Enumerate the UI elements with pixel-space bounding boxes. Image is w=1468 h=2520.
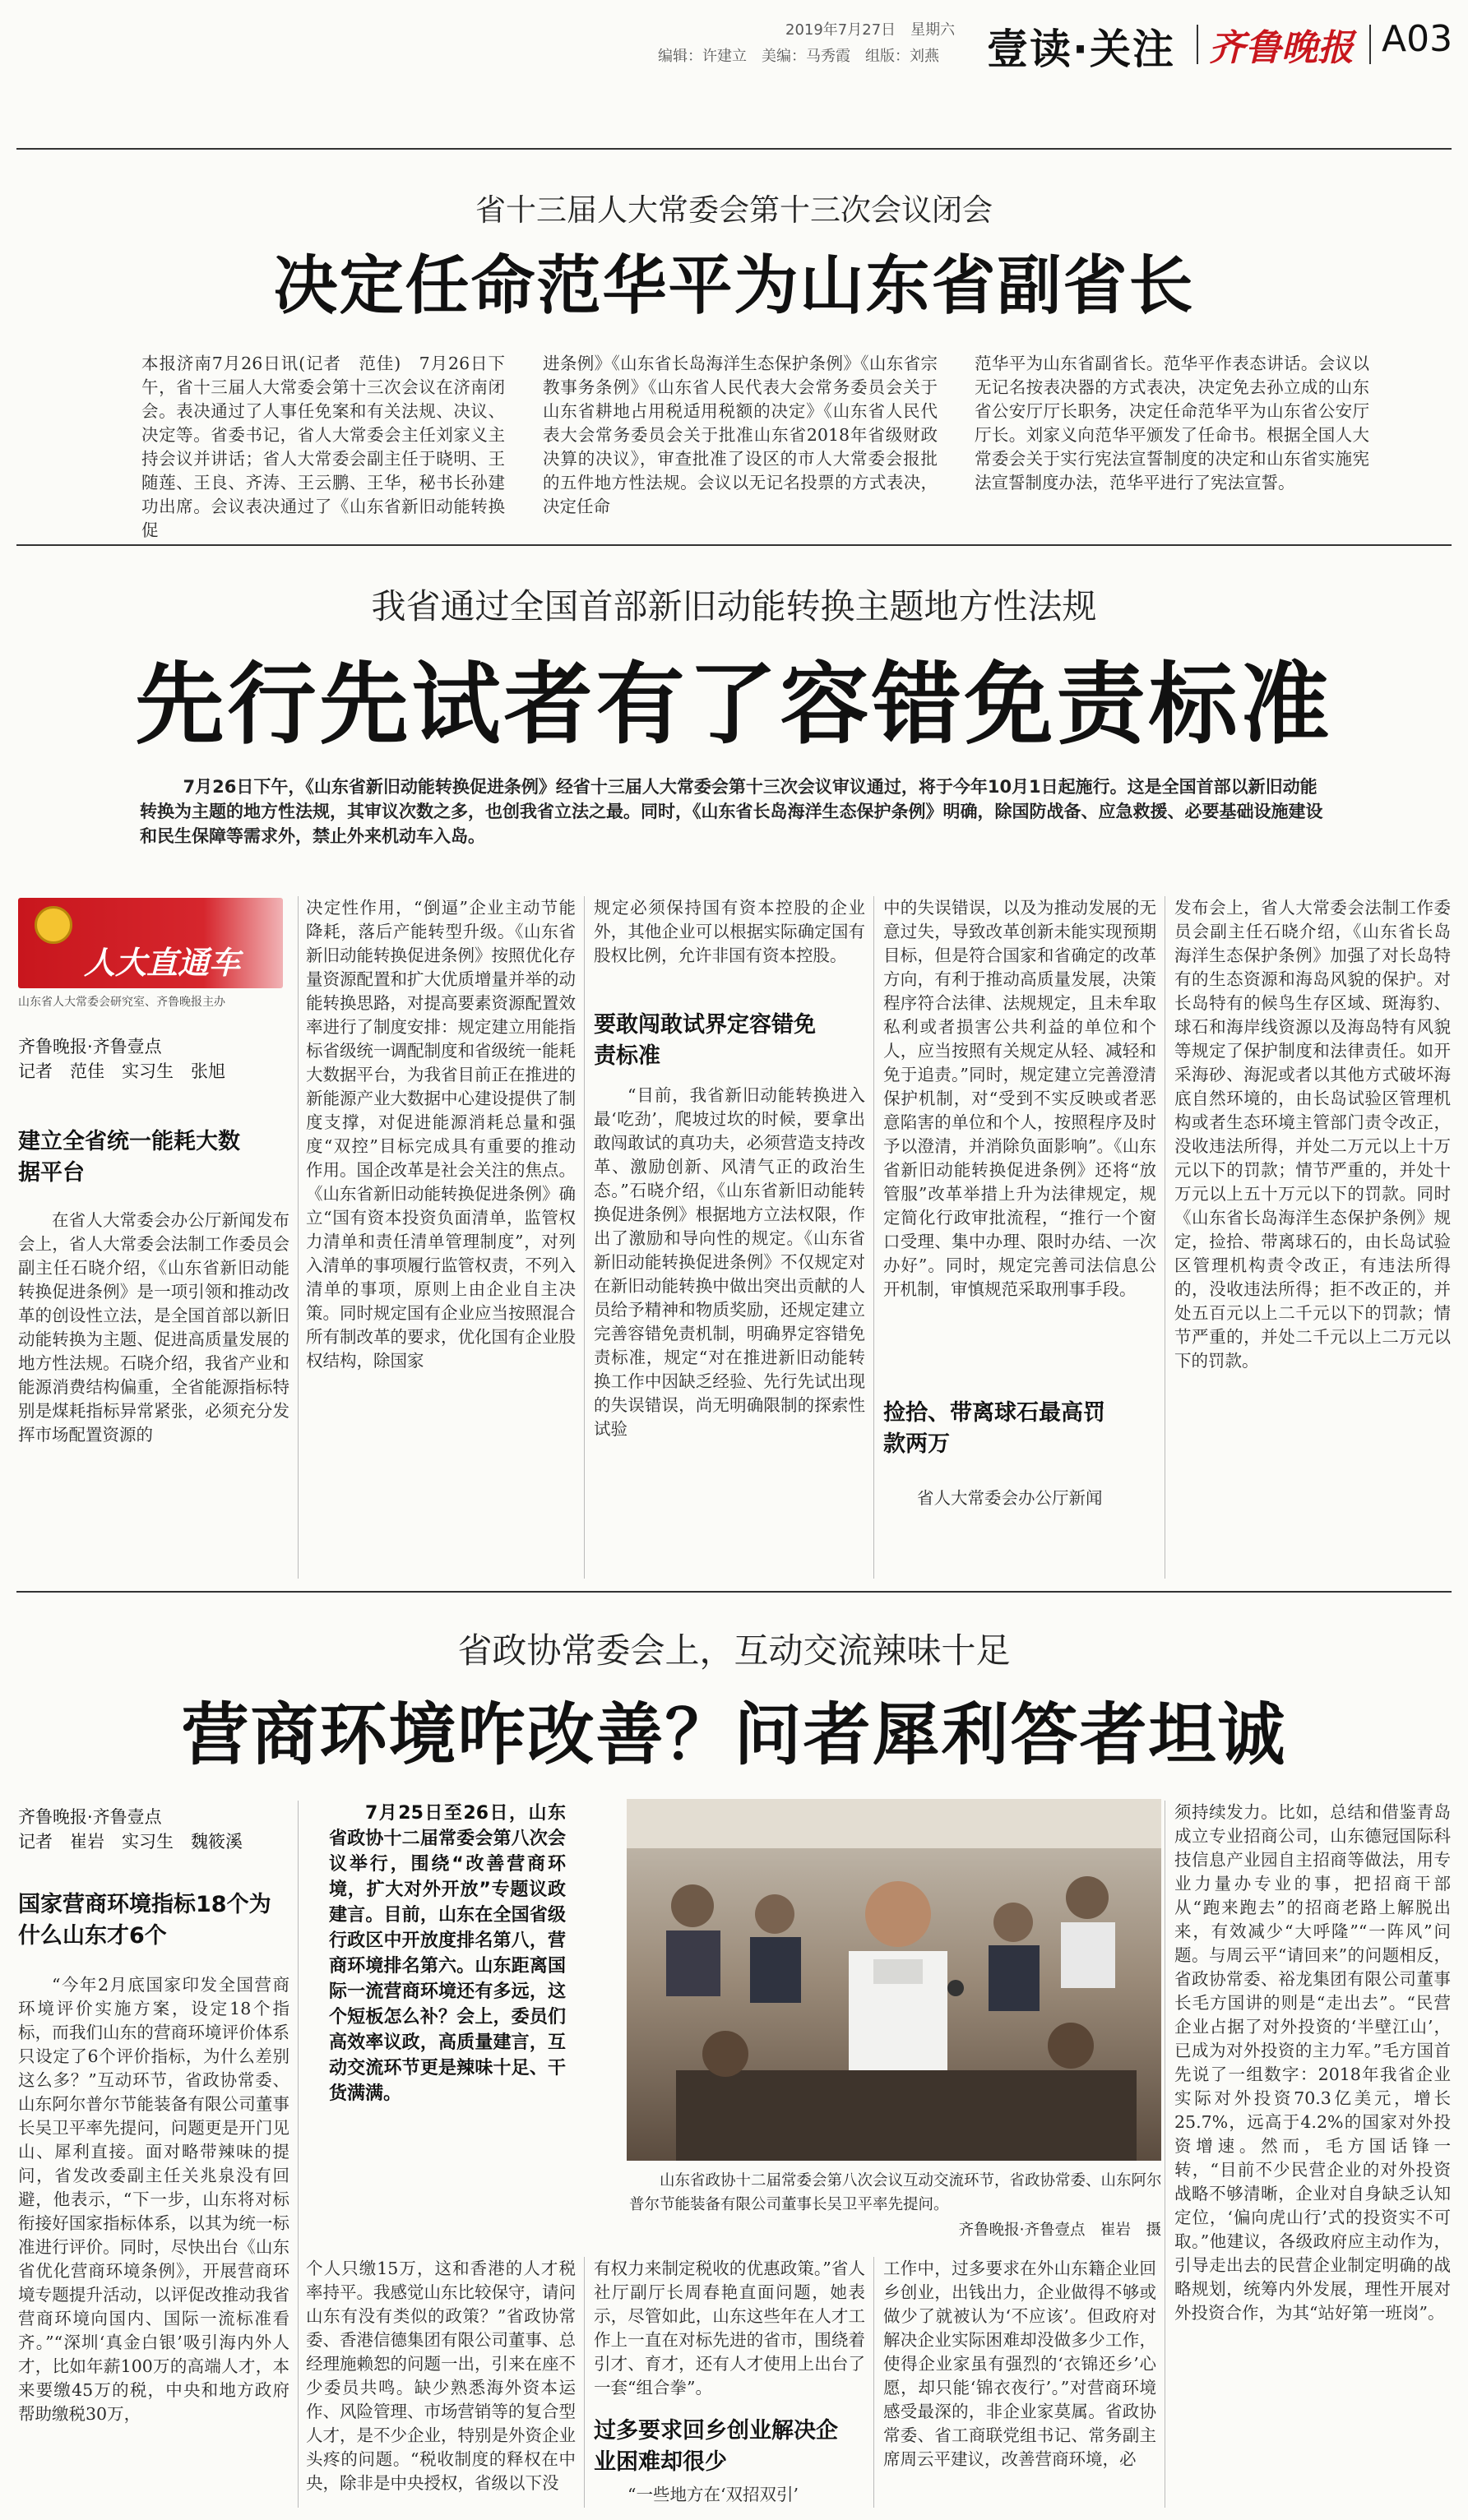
art3-sub1: 国家营商环境指标18个为什么山东才6个 xyxy=(18,1892,271,1949)
art2-col4a: 中的失误错误，以及为推动发展的无意过失，导致改革创新未能实现预期目标，但是符合国家和省确定的改革方向，有利于推动高质量发展，决策程序符合法律、法规规定，且未牟取私利或者损害公共利益的单位和个人，应当按照有关规定从轻、减轻和免于追责。”同时，规定建立完善澄清保护机制，对“受到不实反映或者恶意陷害的单位和个人，按照程序及时予以澄清，并消除负面影响”。《山东省新旧动能转换促进条例》还将“放管服”改革举措上升为法律规定，规定简化行政审批流程，“推行一个窗口受理、集中办理、限时办结、一次办好”。同时，规定完善司法信息公开机制，审慎规范采取刑事手段。 xyxy=(883,898,1156,1299)
news-photo xyxy=(627,1799,1161,2161)
photo-caption: 山东省政协十二届常委会第八次会议互动交流环节，省政协常委、山东阿尔普尔节能装备有限公司董事长吴卫平率先提问。 xyxy=(629,2172,1162,2213)
art1-kicker: 省十三届人大常委会第十三次会议闭会 xyxy=(475,192,993,228)
art2-col3a: 规定必须保持国有资本控股的企业外，其他企业可以根据实际确定国有股权比例，允许非国有资本控股。 xyxy=(594,898,865,965)
col-divider xyxy=(584,2257,585,2508)
npc-logo xyxy=(18,898,283,988)
art2-byline2: 记者 范佳 实习生 张旭 xyxy=(18,1061,225,1081)
emblem-icon xyxy=(35,906,72,944)
art1-col1: 本报济南7月26日讯(记者 范佳) 7月26日下午，省十三届人大常委会第十三次会议在济南闭会。表决通过了人事任免案和有关法规、决议、决定等。省委书记，省人大常委会主任刘家义主持会议并讲话；省人大常委会副主任于晓明、王随莲、王良、齐涛、王云鹏、王华，秘书长孙建功出席。会议表决通过了《山东省新旧动能转换促 xyxy=(141,354,505,540)
art2-byline1: 齐鲁晚报·齐鲁壹点 xyxy=(18,1037,162,1057)
art3-col2: 个人只缴15万，这和香港的人才税率持平。我感觉山东比较保守，请问山东有没有类似的政策？”省政协常委、香港信德集团有限公司董事、总经理施赖恕的问题一出，引来在座不少委员共鸣。缺少熟悉海外资本运作、风险管理、市场营销等的复合型人才，是不少企业，特别是外资企业头疼的问题。“税收制度的释权在中央，除非是中央授权，省级以下没 xyxy=(306,2259,576,2493)
art2-col4b: 省人大常委会办公厅新闻 xyxy=(917,1488,1103,1508)
art3-col1: “今年2月底国家印发全国营商环境评价实施方案，设定18个指标，而我们山东的营商环境评价体系只设定了6个评价指标，为什么差别这么多？”互动环节，省政协常委、山东阿尔普尔节能装备有限公司董事长吴卫平率先提问，问题更是开门见山、犀利直接。面对略带辣味的提问，省发改委副主任关兆泉没有回避，他表示，“下一步，山东将对标衔接好国家指标体系，以其为统一标准进行评价。同时，尽快出台《山东省优化营商环境条例》，开展营商环境专题提升活动，以评促改推动我省营商环境向国内、国际一流标准看齐。”“深圳‘真金白银’吸引海内外人才，比如年薪100万的高端人才，本来要缴45万的税，中央和地方政府帮助缴税30万， xyxy=(18,1975,289,2424)
art2-sub1: 建立全省统一能耗大数据平台 xyxy=(18,1129,240,1186)
art2-lead: 7月26日下午，《山东省新旧动能转换促进条例》经省十三届人大常委会第十三次会议审议通过，将于今年10月1日起施行。这是全国首部以新旧动能转换为主题的地方性法规，其审议次数之多，也创我省立法之最。同时，《山东省长岛海洋生态保护条例》明确，除国防战备、应急救援、必要基础设施建设和民生保障等需求外，禁止外来机动车入岛。 xyxy=(140,777,1323,846)
col-divider xyxy=(873,2257,874,2508)
art3-lead: 7月25日至26日，山东省政协十二届常委会第八次会议举行，围绕“改善营商环境，扩大对外开放”专题议政建言。目前，山东在全国省级行政区中开放度排名第八，营商环境排名第六。山东距离国际一流营商环境还有多远，这个短板怎么补？会上，委员们高效率议政，高质量建言，互动交流环节更是辣味十足、干货满满。 xyxy=(329,1803,566,2104)
art2-col1: 在省人大常委会办公厅新闻发布会上，省人大常委会法制工作委员会副主任石晓介绍，《山东省新旧动能转换促进条例》是一项引领和推动改革的创设性立法，是全国首部以新旧动能转换为主题、促进高质量发展的地方性法规。石晓介绍，我省产业和能源消费结构偏重，全省能源指标特别是煤耗指标异常紧张，必须充分发挥市场配置资源的 xyxy=(18,1210,289,1445)
masthead-divider-2 xyxy=(1369,25,1371,64)
masthead-divider xyxy=(1197,25,1198,64)
art2-col5: 发布会上，省人大常委会法制工作委员会副主任石晓介绍，《山东省长岛海洋生态保护条例》加强了对长岛特有的生态资源和海岛风貌的保护。对长岛特有的候鸟生存区域、斑海豹、球石和海岸线资源以及海岛特有风貌等规定了保护制度和法律责任。如开采海砂、海泥或者以其他方式破坏海底自然环境的，由长岛试验区管理机构或者生态环境主管部门责令改正，没收违法所得，并处二万元以上十万元以下的罚款；情节严重的，并处十万元以上五十万元以下的罚款。同时《山东省长岛海洋生态保护条例》规定，捡拾、带离球石的，由长岛试验区管理机构责令改正，有违法所得的，没收违法所得；拒不改正的，并处五百元以上二千元以下的罚款；情节严重的，并处二千元以上二万元以下的罚款。 xyxy=(1174,898,1451,1371)
art3-sub2: 过多要求回乡创业解决企业困难却很少 xyxy=(594,2418,838,2475)
art1-title: 决定任命范华平为山东省副省长 xyxy=(273,249,1195,323)
col-divider xyxy=(298,1801,299,2508)
art2-kicker: 我省通过全国首部新旧动能转换主题地方性法规 xyxy=(371,586,1097,627)
art3-byline2: 记者 崔岩 实习生 魏筱溪 xyxy=(18,1832,243,1852)
col-divider xyxy=(584,896,585,1579)
art3-byline1: 齐鲁晚报·齐鲁壹点 xyxy=(18,1807,162,1827)
meeting-photo-image xyxy=(627,1799,1161,2161)
page-number: A03 xyxy=(1382,18,1453,60)
art2-sub3: 捡拾、带离球石最高罚款两万 xyxy=(883,1400,1105,1457)
col-divider xyxy=(298,896,299,1579)
npc-logo-caption: 山东省人大常委会研究室、齐鲁晚报主办 xyxy=(18,996,225,1009)
masthead-rule xyxy=(16,148,1452,150)
art1-col3: 范华平为山东省副省长。范华平作表态讲话。会议以无记名按表决器的方式表决，决定免去孙立成的山东省公安厅厅长职务，决定任命范华平为山东省公安厅厅长。刘家义向范华平颁发了任命书。根据全国人大常委会关于实行宪法宣誓制度的决定和山东省实施宪法宣誓制度办法，范华平进行了宪法宣誓。 xyxy=(975,354,1369,492)
art3-title: 营商环境咋改善？问者犀利答者坦诚 xyxy=(181,1696,1287,1774)
photo-credit: 齐鲁晚报·齐鲁壹点 崔岩 摄 xyxy=(958,2222,1161,2239)
masthead-paper-logo: 齐鲁晚报 xyxy=(1209,27,1354,69)
art3-col3b: “一些地方在‘双招双引’ xyxy=(627,2485,799,2504)
art2-title: 先行先试者有了容错免责标准 xyxy=(135,654,1333,756)
art2-col2: 决定性作用，“倒逼”企业主动节能降耗，落后产能转型升级。《山东省新旧动能转换促进条例》按照优化存量资源配置和扩大优质增量并举的动能转换思路，对提高要素资源配置效率进行了制度安排：规定建立用能指标省级统一调配制度和省级统一能耗大数据平台，为我省目前正在推进的新能源产业大数据中心建设提供了制度支撑，对促进能源消耗总量和强度“双控”目标完成具有重要的推动作用。国企改革是社会关注的焦点。《山东省新旧动能转换促进条例》确立“国有资本投资负面清单，监管权力清单和责任清单管理制度”，对列入清单的事项履行监管权责，不列入清单的事项，原则上由企业自主决策。同时规定国有企业应当按照混合所有制改革的要求，优化国有企业股权结构，除国家 xyxy=(306,898,576,1371)
masthead-section: 壹读·关注 xyxy=(987,25,1175,73)
npc-logo-text: 人大直通车 xyxy=(84,945,241,981)
art3-col5: 须持续发力。比如，总结和借鉴青岛成立专业招商公司，山东德冠国际科技信息产业园自主招商等做法，用专业力量办专业的事，把招商干部从“跑来跑去”的招商老路上解脱出来，有效减少“大呼隆”“一阵风”问题。与周云平“请回来”的问题相反，省政协常委、裕龙集团有限公司董事长毛方国讲的则是“走出去”。“民营企业占据了对外投资的‘半壁江山’，已成为对外投资的主力军。”毛方国首先说了一组数字：2018年我省企业实际对外投资70.3亿美元，增长25.7%，远高于4.2%的国家对外投资增速。然而，毛方国话锋一转，“目前不少民营企业的对外投资战略不够清晰，企业对自身缺乏认知定位，‘偏向虎山行’式的投资实不可取。”他建议，各级政府应主动作为，引导走出去的民营企业制定明确的战略规划，统筹内外发展，理性开展对外投资合作，为其“站好第一班岗”。 xyxy=(1174,1802,1451,2323)
art1-bottom-rule xyxy=(16,544,1452,546)
art2-sub2: 要敢闯敢试界定容错免责标准 xyxy=(594,1012,816,1069)
masthead-date: 2019年7月27日 星期六 xyxy=(785,21,956,39)
masthead xyxy=(0,0,1468,78)
art3-col4: 工作中，过多要求在外山东籍企业回乡创业，出钱出力，企业做得不够或做少了就被认为‘不应该’。但政府对解决企业实际困难却没做多少工作，使得企业家虽有强烈的‘衣锦还乡’心愿，却只能‘锦衣夜行’。”对营商环境感受最深的，非企业家莫属。省政协常委、省工商联党组书记、常务副主席周云平建议，改善营商环境，必 xyxy=(883,2259,1156,2469)
col-divider xyxy=(873,896,874,1579)
art2-col3b: “目前，我省新旧动能转换进入最‘吃劲’，爬坡过坎的时候，要拿出敢闯敢试的真功夫，必须营造支持改革、激励创新、风清气正的政治生态。”石晓介绍，《山东省新旧动能转换促进条例》根据地方立法权限，作出了激励和导向性的规定。《山东省新旧动能转换促进条例》不仅规定对在新旧动能转换中做出突出贡献的人员给予精神和物质奖励，还规定建立完善容错免责机制，明确界定容错免责标准，规定“对在推进新旧动能转换工作中因缺乏经验、先行先试出现的失误错误，尚无明确限制的探索性试验 xyxy=(594,1085,865,1439)
art3-kicker: 省政协常委会上，互动交流辣味十足 xyxy=(457,1630,1011,1671)
masthead-editors: 编辑：许建立 美编：马秀霞 组版：刘燕 xyxy=(658,48,939,65)
art2-bottom-rule xyxy=(16,1591,1452,1593)
art1-col2: 进条例》《山东省长岛海洋生态保护条例》《山东省宗教事务条例》《山东省人民代表大会常务委员会关于山东省耕地占用税适用税额的决定》《山东省人民代表大会常务委员会关于批准山东省2018年省级财政决算的决议》，审查批准了设区的市人大常委会报批的五件地方性法规。会议以无记名投票的方式表决，决定任命 xyxy=(543,354,938,516)
art3-col3: 有权力来制定税收的优惠政策。”省人社厅副厅长周春艳直面问题，她表示，尽管如此，山东这些年在人才工作上一直在对标先进的省市，围绕着引才、育才，还有人才使用上出台了一套“组合拳”。 xyxy=(594,2259,865,2397)
